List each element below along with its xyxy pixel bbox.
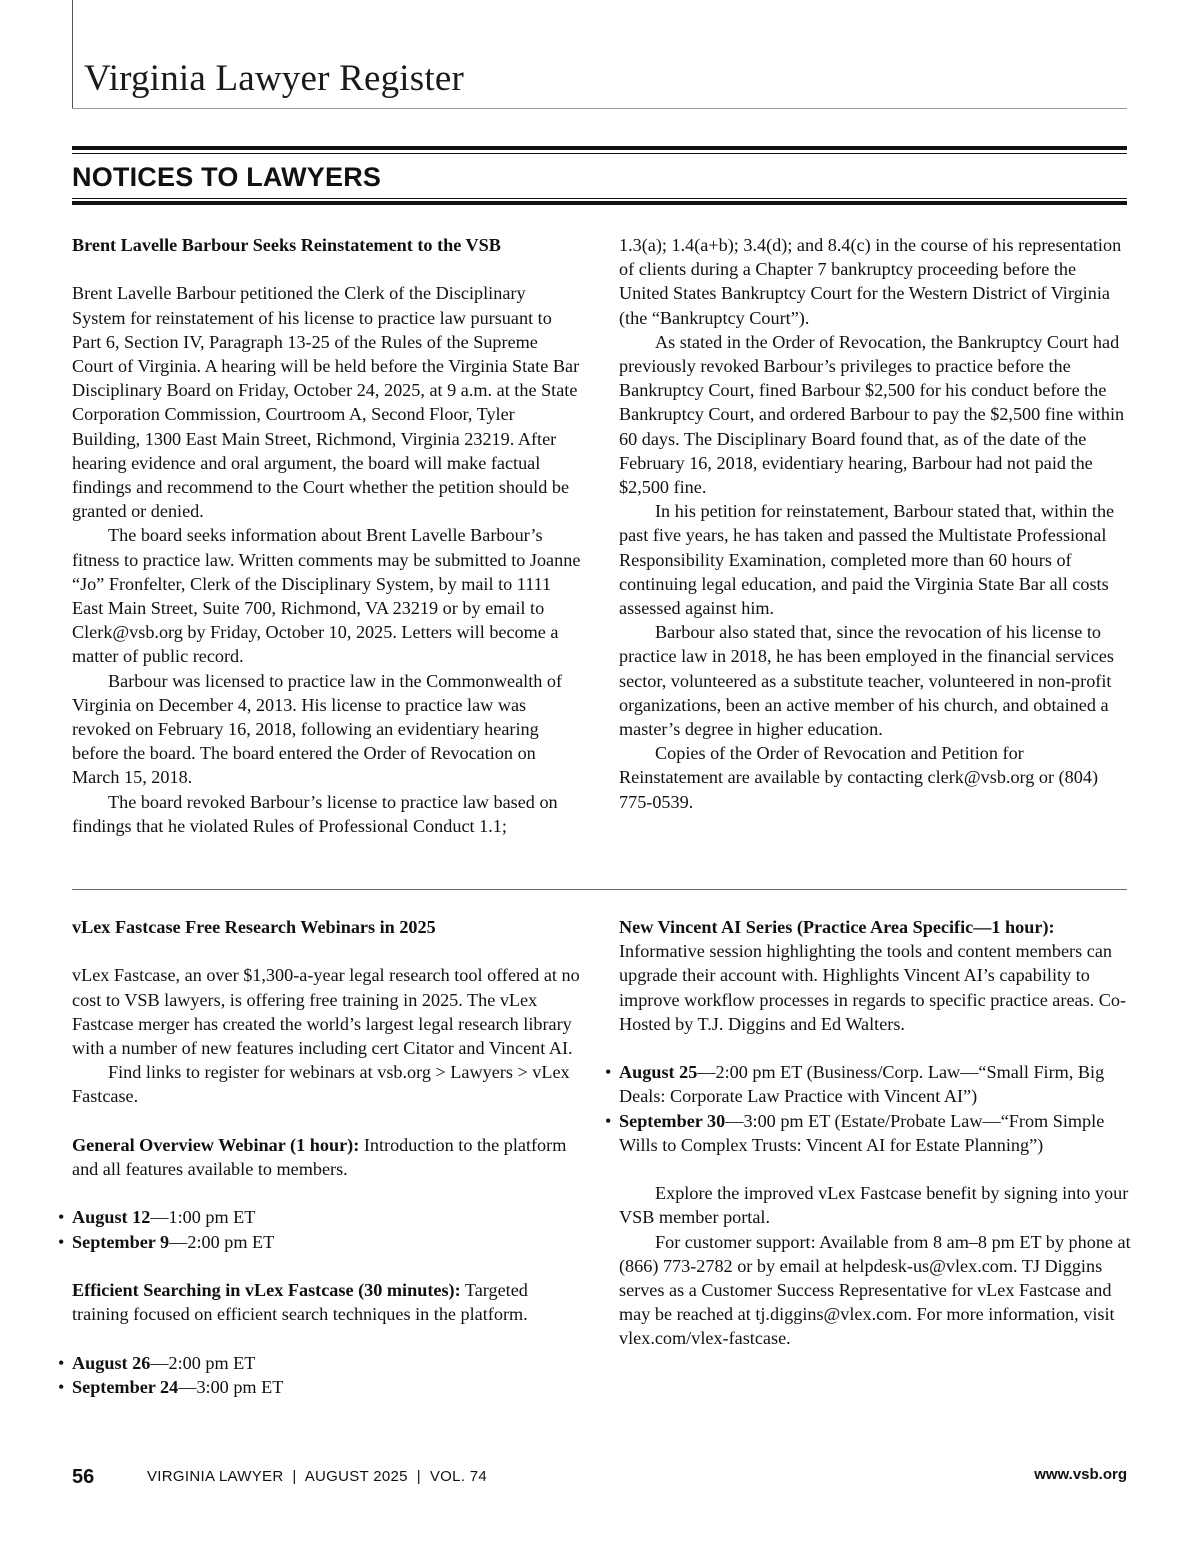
section-heading: NOTICES TO LAWYERS [72, 162, 382, 192]
article-title: vLex Fastcase Free Research Webinars in 2025 [72, 917, 436, 937]
article-reinstatement-right-column [619, 233, 1129, 814]
paragraph: Explore the improved vLex Fastcase benefit by signing into your VSB member portal. [619, 1183, 1129, 1228]
paragraph: The board revoked Barbour’s license to practice law based on findings that he violated Rules of Professional Conduct 1.1; [72, 791, 558, 836]
paragraph: Find links to register for webinars at vsb.org > Lawyers > vLex Fastcase. [72, 1062, 570, 1107]
webinar-date-list [605, 1060, 1131, 1157]
webinar-date-list [58, 1351, 582, 1399]
paragraph: Copies of the Order of Revocation and Petition for Reinstatement are available by contacting clerk@vsb.org or (804) 775-0539. [619, 743, 1099, 812]
paragraph: Barbour was licensed to practice law in the Commonwealth of Virginia on December 4, 2013. His license to practice law was revoked on February 16, 2018, following an evidentiary hearing before the board. The board entered the Order of Revocation on March 15, 2018. [72, 670, 563, 788]
bullet-icon: • [605, 1062, 612, 1083]
paragraph: The board seeks information about Brent Lavelle Barbour’s fitness to practice law. Written comments may be submitted to Joanne “Jo” Fronfelter, Clerk of the Disciplinary System, by mail to 1111 East Main Street, Suite 700, Richmond, VA 23219 or by email to Clerk@vsb.org by Friday, October 10, 2025. Letters will become a matter of public record. [72, 525, 581, 667]
webinar-description [72, 1133, 582, 1181]
paragraph: 1.3(a); 1.4(a+b); 3.4(d); and 8.4(c) in the course of his representation of clients during a Chapter 7 bankruptcy proceeding before the United States Bankruptcy Court for the Western District of Virginia (the “Bankruptcy Court”). [619, 235, 1122, 328]
footer-url: www.vsb.org [1034, 1466, 1127, 1483]
webinar-description [72, 1278, 582, 1326]
header-rule [72, 108, 1127, 109]
list-item: • August 25—2:00 pm ET (Business/Corp. Law—“Small Firm, Big Deals: Corporate Law Practice with Vincent AI”) [605, 1062, 1105, 1107]
list-item: • September 30—3:00 pm ET (Estate/Probate Law—“From Simple Wills to Complex Trusts: Vincent AI for Estate Planning”) [605, 1110, 1105, 1155]
list-item: • August 26—2:00 pm ET [72, 1351, 582, 1375]
header-vertical-rule [72, 0, 73, 108]
article-divider [72, 889, 1127, 890]
webinar-text: Introduction to the platform and all features available to members. [72, 1134, 567, 1179]
webinar-description [619, 915, 1131, 1036]
section-rule-top [72, 146, 1127, 150]
bullet-icon: • [58, 1231, 65, 1252]
bullet-icon: • [58, 1376, 65, 1397]
list-item: • September 9—2:00 pm ET [72, 1230, 582, 1254]
webinar-date-list [58, 1205, 582, 1253]
paragraph: In his petition for reinstatement, Barbour stated that, within the past five years, he has taken and passed the Multistate Professional Responsibility Examination, completed more than 60 hours of continuing legal education, and paid the Virginia State Bar all costs assessed against him. [619, 501, 1115, 619]
webinar-label: New Vincent AI Series (Practice Area Specific—1 hour): [619, 917, 1055, 937]
paragraph: Barbour also stated that, since the revocation of his license to practice law in 2018, he has been employed in the financial services sector, volunteered as a substitute teacher, volunteered in non-profit organizations, been an active member of his church, and obtained a master’s degree in higher education. [619, 622, 1114, 740]
article-vlex-left-column [58, 915, 582, 1399]
paragraph: vLex Fastcase, an over $1,300-a-year legal research tool offered at no cost to VSB lawyers, is offering free training in 2025. The vLex Fastcase merger has created the world’s largest legal research library with a number of new features including cert Citator and Vincent AI. [72, 965, 580, 1058]
footer-masthead: VIRGINIA LAWYER | AUGUST 2025 | VOL. 74 [147, 1468, 487, 1485]
page-number: 56 [72, 1466, 95, 1488]
list-item: • September 24—3:00 pm ET [72, 1375, 582, 1399]
bullet-icon: • [58, 1207, 65, 1228]
list-item: • August 12—1:00 pm ET [72, 1205, 582, 1229]
bullet-icon: • [605, 1110, 612, 1131]
webinar-label: General Overview Webinar (1 hour): [72, 1134, 360, 1155]
bullet-icon: • [58, 1352, 65, 1373]
paragraph: Brent Lavelle Barbour petitioned the Clerk of the Disciplinary System for reinstatement of his license to practice law pursuant to Part 6, Section IV, Paragraph 13-25 of the Rules of the Supreme Court of Virginia. A hearing will be held before the Virginia State Bar Disciplinary Board on Friday, October 24, 2025, at 9 a.m. at the State Corporation Commission, Courtroom A, Second Floor, Tyler Building, 1300 East Main Street, Richmond, Virginia 23219. After hearing evidence and oral argument, the board will make factual findings and recommend to the Court whether the petition should be granted or denied. [72, 283, 580, 522]
article-reinstatement-left-column [72, 233, 582, 838]
webinar-text: Targeted training focused on efficient search techniques in the platform. [72, 1279, 528, 1325]
paragraph: For customer support: Available from 8 am–8 pm ET by phone at (866) 773-2782 or by email at helpdesk-us@vlex.com. TJ Diggins serves as a Customer Success Representative for vLex Fastcase and may be reached at tj.diggins@vlex.com. For more information, visit vlex.com/vlex-fastcase. [619, 1231, 1131, 1349]
webinar-label: Efficient Searching in vLex Fastcase (30 minutes): [72, 1279, 461, 1300]
article-vlex-right-column [605, 915, 1131, 1351]
article-title: Brent Lavelle Barbour Seeks Reinstatement to the VSB [72, 235, 501, 255]
section-rule-bottom-thin [72, 198, 1127, 199]
page-title: Virginia Lawyer Register [84, 58, 465, 99]
section-rule-bottom [72, 201, 1127, 205]
section-rule-top-thin [72, 153, 1127, 154]
webinar-text: Informative session highlighting the tools and content members can upgrade their account with. Highlights Vincent AI’s capability to improve workflow processes in regards to specific practice areas. Co-Hosted by T.J. Diggins and Ed Walters. [619, 941, 1127, 1034]
paragraph: As stated in the Order of Revocation, the Bankruptcy Court had previously revoked Barbour’s privileges to practice before the Bankruptcy Court, fined Barbour $2,500 for his conduct before the Bankruptcy Court, and ordered Barbour to pay the $2,500 fine within 60 days. The Disciplinary Board found that, as of the date of the February 16, 2018, evidentiary hearing, Barbour had not paid the $2,500 fine. [619, 331, 1125, 498]
